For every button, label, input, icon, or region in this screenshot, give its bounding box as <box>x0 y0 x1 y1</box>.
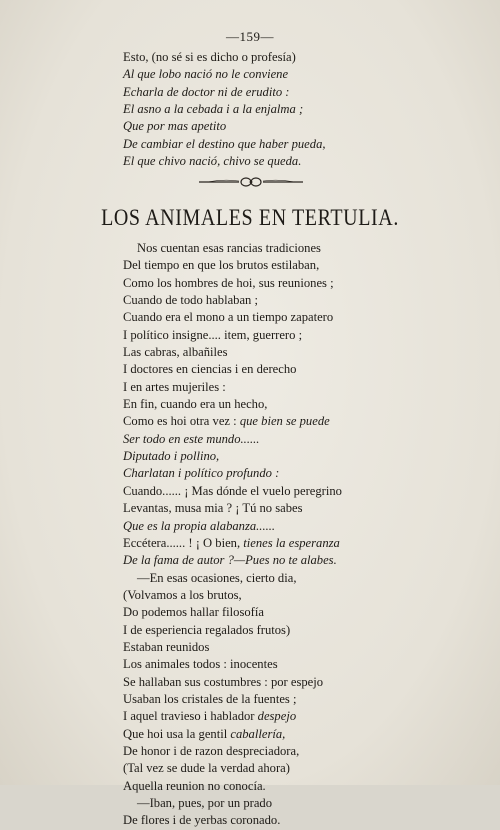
verse-text: I doctores en ciencias i en derecho <box>123 362 297 377</box>
verse-italic-text: que bien se puede <box>239 414 330 429</box>
verse-text: —En esas ocasiones, cierto dia, <box>137 570 297 585</box>
verse-italic-text: despejo <box>257 709 297 724</box>
ornamental-divider-icon <box>199 176 303 188</box>
verse-text: Esto, (no sé si es dicho o profesía) <box>123 50 296 64</box>
verse-line <box>123 552 403 569</box>
verse-line <box>123 483 403 500</box>
verse-line <box>123 743 403 760</box>
verse-line <box>123 309 403 326</box>
verse-line <box>123 518 403 535</box>
verse-line <box>123 84 403 101</box>
verse-text: Usaban los cristales de la fuentes ; <box>123 691 297 706</box>
verse-line <box>123 292 403 309</box>
verse-text: Aquella reunion no conocía. <box>123 778 266 793</box>
verse-text: Se hallaban sus costumbres : por espejo <box>123 674 324 689</box>
verse-line <box>123 622 403 639</box>
verse-line <box>123 691 403 708</box>
verse-line <box>123 708 403 725</box>
verse-line <box>123 726 403 743</box>
verse-line <box>123 136 403 153</box>
verse-line <box>123 604 403 621</box>
verse-line <box>123 361 403 378</box>
verse-text: I en artes mujeriles : <box>123 379 226 394</box>
verse-line <box>123 118 403 135</box>
verse-line <box>123 587 403 604</box>
verse-text: I de esperiencia regalados frutos) <box>123 622 291 637</box>
verse-line <box>123 760 403 777</box>
verse-italic-text: tienes la esperanza <box>243 535 340 550</box>
verse-text: Levantas, musa mia ? ¡ Tú no sabes <box>123 501 303 516</box>
verse-line <box>123 500 403 517</box>
poem-body <box>123 240 403 830</box>
verse-line <box>123 344 403 361</box>
verse-line <box>123 49 403 66</box>
verse-text: De honor i de razon despreciadora, <box>123 743 300 758</box>
verse-text: I aquel travieso i hablador <box>123 709 258 724</box>
verse-italic-text: Diputado i pollino, <box>123 449 220 464</box>
verse-text: Que hoi usa la gentil <box>123 726 231 741</box>
verse-text: Como es hoi otra vez : <box>123 414 240 429</box>
verse-italic-text: El que chivo nació, chivo se queda. <box>123 154 302 169</box>
verse-text: Como los hombres de hoi, sus reuniones ; <box>123 275 334 290</box>
verse-text: Las cabras, albañiles <box>123 345 228 360</box>
verse-italic-text: El asno a la cebada i a la enjalma ; <box>123 102 304 117</box>
verse-italic-text: Ser todo en este mundo...... <box>123 431 260 446</box>
verse-text: Los animales todos : inocentes <box>123 657 278 672</box>
verse-text: En fin, cuando era un hecho, <box>123 397 268 412</box>
verse-text: Eccétera...... ! ¡ O bien, <box>123 535 244 550</box>
verse-italic-text: Echarla de doctor ni de erudito : <box>123 84 290 99</box>
verse-line <box>123 535 403 552</box>
poem-title: LOS ANIMALES EN TERTULIA. <box>101 205 399 231</box>
page-number: —159— <box>226 29 274 44</box>
verse-line <box>123 66 403 83</box>
verse-line <box>123 275 403 292</box>
verse-line <box>123 812 403 829</box>
verse-line <box>123 465 403 482</box>
verse-italic-text: De cambiar el destino que haber pueda, <box>123 136 326 151</box>
verse-line <box>123 431 403 448</box>
verse-line <box>123 327 403 344</box>
verse-italic-text: De la fama de autor ?—Pues no te alabes. <box>123 553 337 568</box>
verse-line <box>123 674 403 691</box>
verse-line <box>123 570 403 587</box>
verse-italic-text: Charlatan i político profundo : <box>123 466 280 481</box>
verse-text: (Volvamos a los brutos, <box>123 587 242 602</box>
verse-text: Do podemos hallar filosofía <box>123 605 264 620</box>
verse-line <box>123 795 403 812</box>
epigraph-stanza <box>123 49 403 170</box>
verse-line <box>123 656 403 673</box>
verse-line <box>123 396 403 413</box>
verse-text: Cuando...... ¡ Mas dónde el vuelo peregrino <box>123 483 342 498</box>
verse-text: I político insigne.... item, guerrero ; <box>123 327 303 342</box>
verse-italic-text: Que por mas apetito <box>123 119 227 134</box>
verse-line <box>123 101 403 118</box>
verse-line <box>123 379 403 396</box>
verse-text: Cuando era el mono a un tiempo zapatero <box>123 310 334 325</box>
verse-text: De flores i de yerbas coronado. <box>123 813 281 828</box>
verse-text: Cuando de todo hablaban ; <box>123 293 259 308</box>
verse-line <box>123 639 403 656</box>
verse-line <box>123 153 403 170</box>
verse-text: —Iban, pues, por un prado <box>137 796 273 810</box>
verse-text: Del tiempo en que los brutos estilaban, <box>123 258 320 273</box>
verse-text: (Tal vez se dude la verdad ahora) <box>123 761 290 776</box>
verse-text: Estaban reunidos <box>123 639 210 654</box>
verse-line <box>123 413 403 430</box>
verse-line <box>123 778 403 795</box>
verse-line <box>123 257 403 274</box>
verse-italic-text: Al que lobo nació no le conviene <box>123 67 289 82</box>
verse-italic-text: Que es la propia alabanza...... <box>123 518 276 533</box>
verse-italic-text: caballería, <box>230 726 286 741</box>
verse-line <box>123 448 403 465</box>
verse-text: Nos cuentan esas rancias tradiciones <box>137 241 321 255</box>
verse-line <box>123 240 403 257</box>
